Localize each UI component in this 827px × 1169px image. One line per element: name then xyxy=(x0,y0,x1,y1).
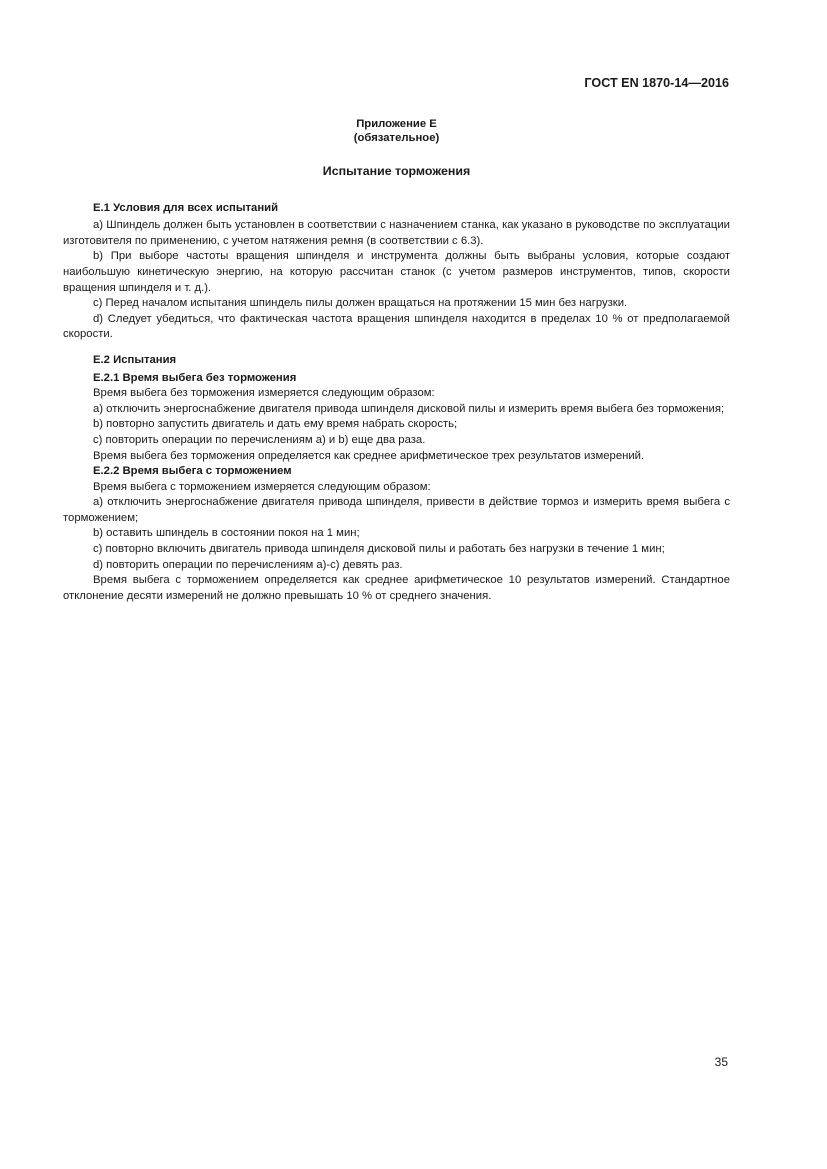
paragraph: а) отключить энергоснабжение двигателя привода шпинделя, привести в действие тормоз и измерить время выбега с торможением; xyxy=(63,496,730,524)
annex-label: Приложение Е xyxy=(356,118,437,130)
subsection-heading-e2-2: Е.2.2 Время выбега с торможением xyxy=(93,465,292,478)
paragraph: а) отключить энергоснабжение двигателя привода шпинделя дисковой пилы и измерить время выбега без торможения; xyxy=(93,402,725,415)
document-id: ГОСТ EN 1870-14—2016 xyxy=(584,76,729,90)
paragraph: c) повторно включить двигатель привода шпинделя дисковой пилы и работать без нагрузки в течение 1 мин; xyxy=(93,543,665,556)
page-content xyxy=(63,117,730,604)
paragraph: а) Шпиндель должен быть установлен в соответствии с назначением станка, как указано в руководстве по эксплуатации изготовителя по применению, с учетом натяжения ремня (в соответствии с 6.3). xyxy=(63,219,730,247)
paragraph: Время выбега с торможением определяется как среднее арифметическое 10 результатов измерений. Стандартное отклонение десяти измерений не должно превышать 10 % от среднего значения. xyxy=(63,574,730,602)
paragraph: d) Следует убедиться, что фактическая частота вращения шпинделя находится в пределах 10 % от предполагаемой скорости. xyxy=(63,312,730,341)
paragraph: Время выбега без торможения определяется как среднее арифметическое трех результатов измерений. xyxy=(93,449,645,462)
annex-title: Испытание торможения xyxy=(322,164,471,178)
annex-status: (обязательное) xyxy=(353,132,440,144)
paragraph: b) повторно запустить двигатель и дать ему время набрать скорость; xyxy=(93,418,458,431)
paragraph: Время выбега с торможением измеряется следующим образом: xyxy=(93,480,431,493)
page-number: 35 xyxy=(714,1055,728,1069)
paragraph: b) оставить шпиндель в состоянии покоя на 1 мин; xyxy=(93,527,360,540)
section-heading-e1: Е.1 Условия для всех испытаний xyxy=(93,201,279,214)
paragraph: c) повторить операции по перечислениям а) и b) еще два раза. xyxy=(93,433,426,446)
paragraph: c) Перед началом испытания шпиндель пилы должен вращаться на протяжении 15 мин без нагрузки. xyxy=(93,297,628,310)
paragraph: Время выбега без торможения измеряется следующим образом: xyxy=(93,387,435,400)
paragraph: b) При выборе частоты вращения шпинделя и инструмента должны быть выбраны условия, которые создают наибольшую кинетическую энергию, на которую рассчитан станок (с учетом размеров инструментов, типов, скорости вращения шпинделя и т. д.). xyxy=(63,250,730,294)
subsection-heading-e2-1: Е.2.1 Время выбега без торможения xyxy=(93,371,297,384)
section-heading-e2: Е.2 Испытания xyxy=(93,353,177,366)
paragraph: d) повторить операции по перечислениям а)-с) девять раз. xyxy=(93,558,403,571)
